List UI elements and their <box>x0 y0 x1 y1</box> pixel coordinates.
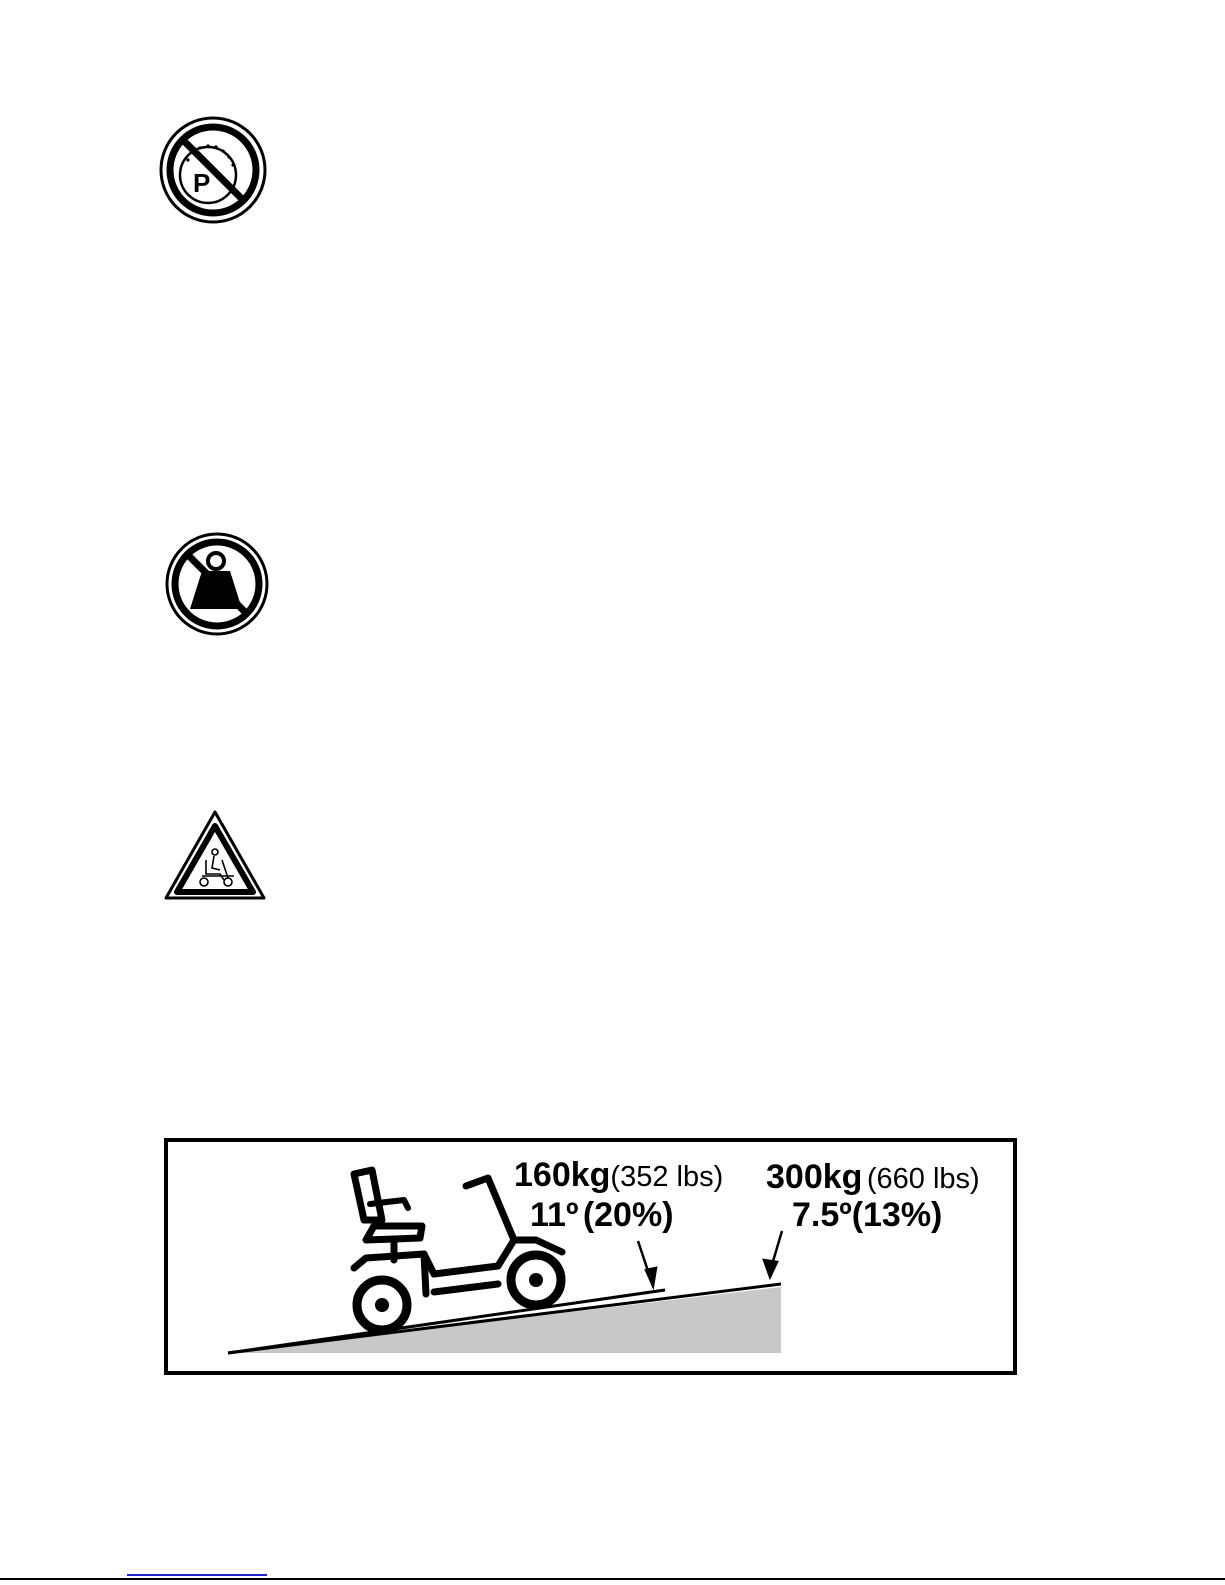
scooter-warning-icon <box>162 808 268 904</box>
park-letter: P <box>193 168 211 198</box>
footer-divider <box>0 1578 1225 1580</box>
low-load-weight: 160kg <box>514 1156 611 1194</box>
low-load-weight-alt: (352 lbs) <box>610 1161 724 1193</box>
high-load-angle: 7.5º <box>792 1196 852 1234</box>
low-load-angle-label <box>530 1198 674 1232</box>
low-load-weight-label <box>514 1158 723 1192</box>
no-park-on-incline-icon <box>158 115 268 225</box>
high-load-weight: 300kg <box>766 1158 863 1196</box>
no-load-icon <box>164 531 270 637</box>
high-load-angle-label <box>792 1198 942 1232</box>
footer-link-underline[interactable] <box>127 1574 267 1576</box>
angle-arrows <box>638 1231 782 1286</box>
low-load-percent: (20%) <box>582 1196 674 1234</box>
high-load-percent: (13%) <box>851 1196 943 1234</box>
incline-capacity-panel <box>164 1138 1017 1375</box>
high-load-weight-alt: (660 lbs) <box>866 1163 980 1195</box>
low-load-angle: 11º <box>530 1196 579 1234</box>
high-load-weight-label <box>766 1160 980 1194</box>
